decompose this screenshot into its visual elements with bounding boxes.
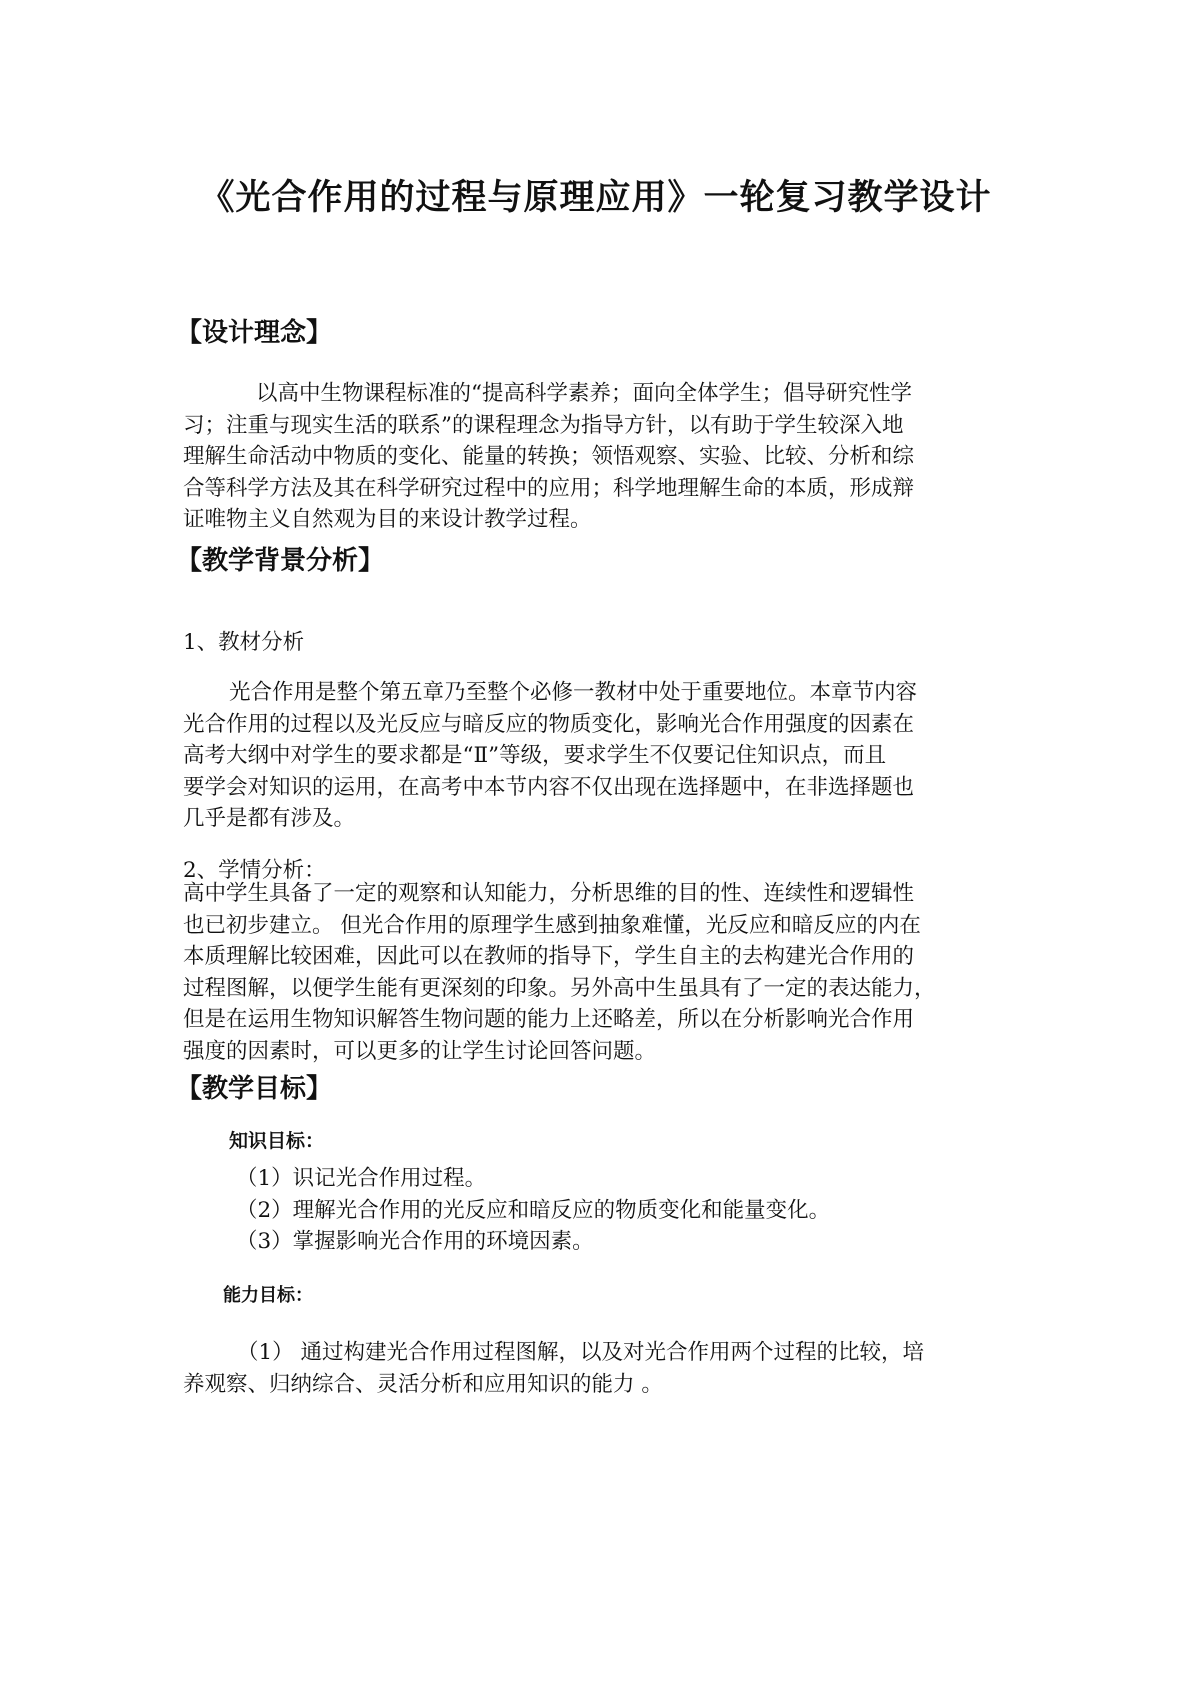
text-line: （1） 通过构建光合作用过程图解，以及对光合作用两个过程的比较，培: [237, 1340, 925, 1365]
student-analysis-paragraph: [183, 878, 1018, 1067]
list-item: （1）识记光合作用过程。: [236, 1166, 487, 1191]
list-item: （2）理解光合作用的光反应和暗反应的物质变化和能量变化。: [236, 1197, 831, 1223]
material-analysis-label: 1、教材分析: [183, 630, 305, 655]
text-line: 要学会对知识的运用，在高考中本节内容不仅出现在选择题中，在非选择题也: [183, 774, 915, 800]
text-line: 养观察、归纳综合、灵活分析和应用知识的能力 。: [183, 1371, 663, 1397]
material-analysis-paragraph: [183, 677, 1018, 835]
text-line: 但是在运用生物知识解答生物问题的能力上还略差，所以在分析影响光合作用: [183, 1007, 915, 1032]
design-concept-paragraph: [183, 378, 1018, 536]
text-line: 高考大纲中对学生的要求都是“Ⅱ”等级，要求学生不仅要记住知识点，而且: [183, 743, 887, 768]
text-line: 理解生命活动中物质的变化、能量的转换；领悟观察、实验、比较、分析和综: [183, 444, 915, 469]
text-line: 习；注重与现实生活的联系”的课程理念为指导方针，以有助于学生较深入地: [183, 412, 904, 438]
knowledge-goals-list: [236, 1163, 830, 1258]
text-line: 证唯物主义自然观为目的来设计教学过程。: [183, 507, 592, 532]
student-analysis-label: 2、学情分析：: [183, 858, 326, 883]
text-line: 本质理解比较困难，因此可以在教师的指导下，学生自主的去构建光合作用的: [183, 944, 915, 969]
text-line: 也已初步建立。 但光合作用的原理学生感到抽象难懂，光反应和暗反应的内在: [183, 912, 921, 938]
heading-design-concept: 【设计理念】: [176, 318, 333, 348]
knowledge-goals-label: 知识目标：: [229, 1130, 325, 1152]
heading-teaching-background: 【教学背景分析】: [176, 546, 385, 576]
text-line: 以高中生物课程标准的“提高科学素养；面向全体学生；倡导研究性学: [256, 381, 912, 406]
text-line: 合等科学方法及其在科学研究过程中的应用；科学地理解生命的本质，形成辩: [183, 475, 915, 501]
text-line: 过程图解，以便学生能有更深刻的印象。另外高中生虽具有了一定的表达能力，: [183, 975, 936, 1001]
heading-teaching-goals: 【教学目标】: [176, 1074, 333, 1104]
text-line: 强度的因素时，可以更多的让学生讨论回答问题。: [183, 1038, 657, 1064]
text-line: 高中学生具备了一定的观察和认知能力，分析思维的目的性、连续性和逻辑性: [183, 881, 915, 906]
text-line: 光合作用的过程以及光反应与暗反应的物质变化，影响光合作用强度的因素在: [183, 711, 915, 737]
ability-goals-label: 能力目标：: [223, 1285, 313, 1306]
list-item: （3）掌握影响光合作用的环境因素。: [236, 1229, 594, 1254]
text-line: 光合作用是整个第五章乃至整个必修一教材中处于重要地位。本章节内容: [229, 680, 918, 705]
document-title: 《光合作用的过程与原理应用》一轮复习教学设计: [199, 178, 992, 218]
ability-goals-paragraph: [183, 1337, 1018, 1400]
text-line: 几乎是都有涉及。: [183, 806, 356, 831]
